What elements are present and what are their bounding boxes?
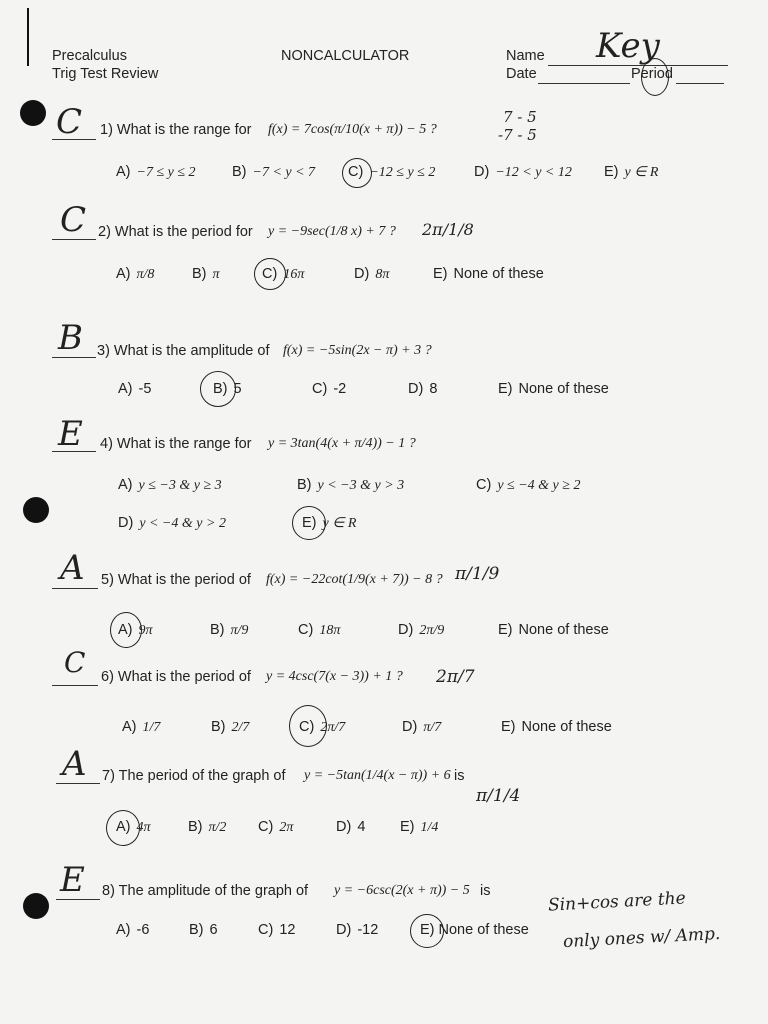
binder-hole — [20, 100, 46, 126]
q7-expression: y = −5tan(1/4(x − π)) + 6 — [304, 768, 451, 783]
q8-option-a: A) -6 — [116, 922, 150, 938]
q7-answer-circle — [106, 810, 140, 846]
answer-line — [52, 684, 98, 686]
q1-text: 1) What is the range for — [100, 122, 252, 138]
q1-note: -7 - 5 — [498, 126, 537, 144]
q3-option-e: E) None of these — [498, 381, 609, 397]
q8-expression: y = −6csc(2(x + π)) − 5 — [334, 883, 470, 898]
name-value: Key — [596, 26, 660, 66]
period-line — [676, 82, 724, 84]
q5-text: 5) What is the period of — [101, 572, 251, 588]
q7-answer: A — [62, 744, 87, 784]
q2-option-d: D) 8π — [354, 266, 390, 282]
q2-answer: C — [60, 200, 87, 240]
q1-expression: f(x) = 7cos(π/10(x + π)) − 5 ? — [268, 122, 437, 137]
q4-option-a: A) y ≤ −3 & y ≥ 3 — [118, 477, 222, 493]
q6-option-e: E) None of these — [501, 719, 612, 735]
q2-option-a: A) π/8 — [116, 266, 155, 282]
q3-option-b: B) 5 — [213, 381, 242, 397]
q7-option-d: D) 4 — [336, 819, 366, 835]
q7-suffix: is — [454, 768, 465, 784]
q6-note: 2π/7 — [436, 667, 475, 687]
q7-note: π/1/4 — [476, 786, 521, 806]
q4-option-e: E) y ∈ R — [302, 515, 357, 531]
q2-option-c: C) 16π — [262, 266, 305, 282]
q6-option-b: B) 2/7 — [211, 719, 250, 735]
q7-option-b: B) π/2 — [188, 819, 227, 835]
margin-line — [27, 8, 29, 66]
q6-option-d: D) π/7 — [402, 719, 442, 735]
q8-option-c: C) 12 — [258, 922, 296, 938]
q8-note: only ones w/ Amp. — [562, 923, 721, 953]
q1-option-e: E) y ∈ R — [604, 164, 659, 180]
q7-option-c: C) 2π — [258, 819, 294, 835]
q6-text: 6) What is the period of — [101, 669, 251, 685]
q2-expression: y = −9sec(1/8 x) + 7 ? — [268, 224, 396, 239]
q5-option-d: D) 2π/9 — [398, 622, 445, 638]
q8-option-b: B) 6 — [189, 922, 218, 938]
date-label: Date — [506, 66, 537, 82]
test-title: Trig Test Review — [52, 66, 159, 82]
q6-option-a: A) 1/7 — [122, 719, 161, 735]
q1-option-a: A) −7 ≤ y ≤ 2 — [116, 164, 196, 180]
q1-answer: C — [56, 102, 83, 142]
q5-note: π/1/9 — [455, 564, 500, 584]
q3-option-d: D) 8 — [408, 381, 438, 397]
q6-answer: C — [64, 646, 86, 679]
q8-option-d: D) -12 — [336, 922, 379, 938]
q8-text: 8) The amplitude of the graph of — [102, 883, 309, 899]
q2-option-e: E) None of these — [433, 266, 544, 282]
calculator-note: NONCALCULATOR — [281, 48, 410, 64]
name-label: Name — [506, 48, 545, 64]
q2-text: 2) What is the period for — [98, 224, 253, 240]
q5-option-a: A) 9π — [118, 622, 153, 638]
q3-option-c: C) -2 — [312, 381, 347, 397]
q2-option-b: B) π — [192, 266, 220, 282]
period-circle — [641, 58, 669, 96]
q5-expression: f(x) = −22cot(1/9(x + 7)) − 8 ? — [266, 572, 443, 587]
q7-option-a: A) 4π — [116, 819, 151, 835]
q5-option-e: E) None of these — [498, 622, 609, 638]
q8-answer: E — [60, 860, 85, 900]
q5-answer-circle — [110, 612, 142, 648]
q1-option-c: C) −12 ≤ y ≤ 2 — [348, 164, 436, 180]
q3-answer-circle — [200, 371, 236, 407]
q8-answer-circle — [410, 914, 444, 948]
q4-option-b: B) y < −3 & y > 3 — [297, 477, 405, 493]
q4-answer: E — [58, 414, 83, 454]
binder-hole — [23, 893, 49, 919]
q4-expression: y = 3tan(4(x + π/4)) − 1 ? — [268, 436, 416, 451]
q3-expression: f(x) = −5sin(2x − π) + 3 ? — [283, 343, 432, 358]
period-label: Period — [631, 66, 673, 82]
q8-option-e: E) None of these — [420, 922, 529, 938]
q6-answer-circle — [289, 705, 327, 747]
q1-option-d: D) −12 < y < 12 — [474, 164, 572, 180]
binder-hole — [23, 497, 49, 523]
q8-suffix: is — [480, 883, 491, 899]
q1-option-b: B) −7 < y < 7 — [232, 164, 316, 180]
q3-answer: B — [58, 318, 83, 358]
q2-answer-circle — [254, 258, 286, 290]
q6-option-c: C) 2π/7 — [299, 719, 346, 735]
q1-note: 7 - 5 — [503, 108, 537, 126]
q7-text: 7) The period of the graph of — [102, 768, 286, 784]
q6-expression: y = 4csc(7(x − 3)) + 1 ? — [266, 669, 403, 684]
q2-note: 2π/1/8 — [422, 220, 474, 239]
q1-answer-circle — [342, 158, 372, 188]
q8-note: Sin+cos are the — [547, 888, 687, 916]
q7-option-e: E) 1/4 — [400, 819, 439, 835]
q4-answer-circle — [292, 506, 326, 540]
q5-option-c: C) 18π — [298, 622, 341, 638]
q4-option-d: D) y < −4 & y > 2 — [118, 515, 226, 531]
course-name: Precalculus — [52, 48, 127, 64]
q3-option-a: A) -5 — [118, 381, 152, 397]
q5-option-b: B) π/9 — [210, 622, 249, 638]
q3-text: 3) What is the amplitude of — [97, 343, 270, 359]
q4-option-c: C) y ≤ −4 & y ≥ 2 — [476, 477, 581, 493]
q4-text: 4) What is the range for — [100, 436, 252, 452]
date-line — [538, 82, 630, 84]
q5-answer: A — [60, 548, 85, 588]
